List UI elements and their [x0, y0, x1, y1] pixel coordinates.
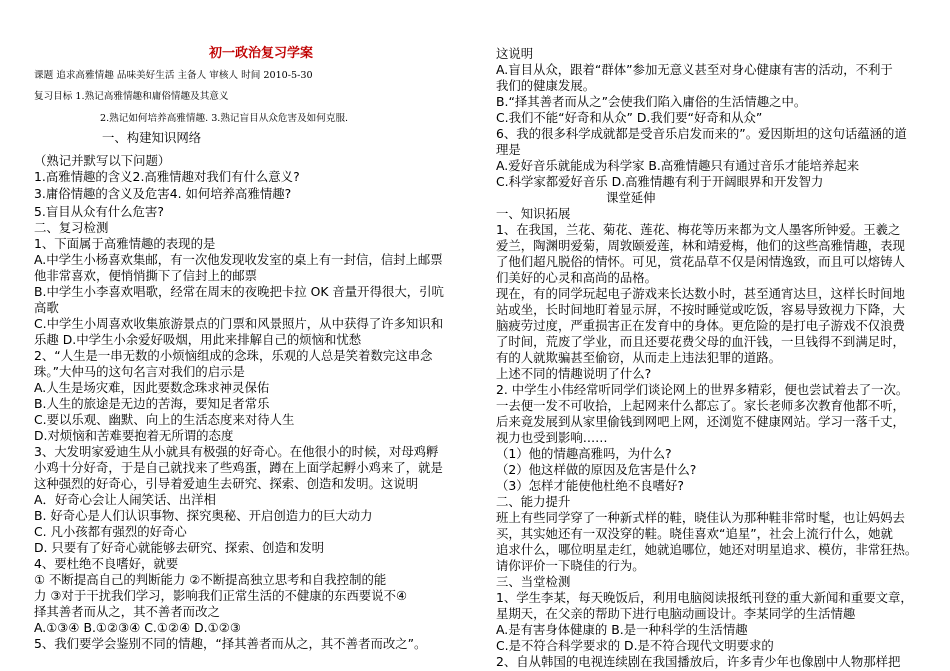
- text-line: 这种强烈的好奇心，引导着爱迪生去研究、探索、创造和发明。这说明: [34, 476, 419, 491]
- text-line: 5、我们要学会鉴别不同的情趣，“择其善者而从之，其不善者而改之”。: [34, 636, 427, 651]
- text-line: C.中学生小周喜欢收集旅游景点的门票和风景照片，从中获得了许多知识和: [34, 316, 444, 331]
- text-line: D.对烦恼和苦难要抱着无所谓的态度: [34, 428, 234, 443]
- text-line: 了时间，荒废了学业，而且还要花费父母的血汗钱，一旦钱得不到满足时，: [496, 334, 905, 349]
- left-column: [34, 0, 482, 671]
- text-line: 买，其实她还有一双没穿的鞋。晓佳喜欢“追星”，社会上流行什么，她就: [496, 526, 893, 541]
- text-line: C.科学家都爱好音乐 D.高雅情趣有利于开阔眼界和开发智力: [496, 174, 824, 189]
- text-line: （2）他这样做的原因及危害是什么?: [496, 462, 697, 477]
- text-line: 一、知识拓展: [496, 206, 571, 221]
- text-line: 力 ③对于干扰我们学习，影响我们正常生活的不健康的东西要说不④: [34, 588, 408, 603]
- text-line: A.人生是场灾难，因此要数念珠求神灵保佑: [34, 380, 270, 395]
- text-line: 1.高雅情趣的含义2.高雅情趣对我们有什么意义?: [34, 169, 300, 184]
- text-line: 2、“人生是一串无数的小烦恼组成的念珠，乐观的人总是笑着数完这串念: [34, 348, 433, 363]
- text-line: 这说明: [496, 46, 534, 61]
- text-line: 珠。”大仲马的这句名言对我们的启示是: [34, 364, 245, 379]
- text-line: 班上有些同学穿了一种新式样的鞋，晓佳认为那种鞋非常时髦，也让妈妈去: [496, 510, 905, 525]
- text-line: 3.庸俗情趣的含义及危害4. 如何培养高雅情趣?: [34, 186, 292, 201]
- goal-line-2: 2.熟记如何培养高雅情趣. 3.熟记盲目从众危害及如何克服.: [100, 113, 349, 124]
- text-line: 星期天，在父亲的帮助下进行电脑动画设计。李某同学的生活情趣: [496, 606, 856, 621]
- text-line: A.中学生小杨喜欢集邮，有一次他发现收发室的桌上有一封信，信封上邮票: [34, 252, 443, 267]
- text-line: 我们的健康发展。: [496, 78, 596, 93]
- text-line: 高歌: [34, 300, 59, 315]
- text-line: 2. 中学生小伟经常听同学们谈论网上的世界多精彩，便也尝试着去了一次。: [496, 382, 909, 397]
- text-line: A.①③④ B.①②③④ C.①②④ D.①②③: [34, 620, 241, 635]
- text-line: 视力也受到影响……: [496, 430, 608, 445]
- text-line: 追求什么，哪位明星走红，她就追哪位，她还对明星追求、模仿，非常狂热。: [496, 542, 918, 557]
- text-line: B.人生的旅途是无边的苦海，要知足者常乐: [34, 396, 270, 411]
- text-line: D. 只要有了好奇心就能够去研究、探索、创造和发明: [34, 540, 325, 555]
- text-line: 1、在我国，兰花、菊花、莲花、梅花等历来都为文人墨客所钟爱。王羲之: [496, 222, 901, 237]
- lesson-meta: 课题 追求高雅情趣 品味美好生活 主备人 审核人 时间 2010-5-30: [34, 70, 313, 81]
- text-line: A．好奇心会让人闹笑话、出洋相: [34, 492, 216, 507]
- text-line: 后来竟发展到从家里偷钱到网吧上网，还浏览不健康网站。学习一落千丈，: [496, 414, 905, 429]
- text-line: 5.盲目从众有什么危害?: [34, 204, 164, 219]
- text-line: ① 不断提高自己的判断能力 ②不断提高独立思考和自我控制的能: [34, 572, 387, 587]
- text-line: B.中学生小李喜欢唱歌，经常在周末的夜晚把卡拉 OK 音量开得很大，引吭: [34, 284, 444, 299]
- text-line: 站或坐，长时间地盯着显示屏，不按时睡觉或吃饭，容易导致视力下降，大: [496, 302, 905, 317]
- text-line: 3、大发明家爱迪生从小就具有极强的好奇心。在他很小的时候，对母鸡孵: [34, 444, 439, 459]
- text-line: 二、复习检测: [34, 220, 109, 235]
- text-line: A.盲目从众，跟着“群体”参加无意义甚至对身心健康有害的活动，不利于: [496, 62, 893, 77]
- text-line: 脑疲劳过度，严重损害正在发育中的身体。更危险的是打电子游戏不仅浪费: [496, 318, 905, 333]
- text-line: 理是: [496, 142, 521, 157]
- text-line: （熟记并默写以下问题）: [34, 153, 171, 168]
- text-line: 三、当堂检测: [496, 574, 571, 589]
- text-line: 请你评价一下晓佳的行为。: [496, 558, 645, 573]
- text-line: （3）怎样才能使他杜绝不良嗜好?: [496, 478, 684, 493]
- text-line: B.“择其善者而从之”会使我们陷入庸俗的生活情趣之中。: [496, 94, 807, 109]
- text-line: A.是有害身体健康的 B.是一种科学的生活情趣: [496, 622, 748, 637]
- text-line: 了他们超凡脱俗的情怀。可见，赏花品草不仅是闲情逸致，而且可以熔铸人: [496, 254, 905, 269]
- text-line: C.是不符合科学要求的 D.是不符合现代文明要求的: [496, 638, 774, 653]
- text-line: C.要以乐观、幽默、向上的生活态度来对待人生: [34, 412, 295, 427]
- text-line: C.我们不能“好奇和从众” D.我们要“好奇和从众”: [496, 110, 763, 125]
- text-line: 二、能力提升: [496, 494, 571, 509]
- text-line: 6、我的很多科学成就都是受音乐启发而来的”。爱因斯坦的这句话蕴涵的道: [496, 126, 907, 141]
- text-line: 1、下面属于高雅情趣的表现的是: [34, 236, 216, 251]
- goal-line-1: 复习目标 1.熟记高雅情趣和庸俗情趣及其意义: [34, 91, 229, 102]
- text-line: 4、要杜绝不良嗜好，就要: [34, 556, 179, 571]
- text-line: 他非常喜欢，便悄悄撕下了信封上的邮票: [34, 268, 258, 283]
- text-line: 2、自从韩国的电视连续剧在我国播放后，许多青少年也像剧中人物那样把: [496, 654, 901, 669]
- text-line: A.爱好音乐就能成为科学家 B.高雅情趣只有通过音乐才能培养起来: [496, 158, 860, 173]
- document-title: 初一政治复习学案: [209, 46, 314, 61]
- text-line: 现在，有的同学玩起电子游戏来长达数小时，甚至通宵达旦，这样长时间地: [496, 286, 905, 301]
- text-line: 1、学生李某，每天晚饭后，利用电脑阅读报纸刊登的重大新闻和重要文章，: [496, 590, 913, 605]
- text-line: （1）他的情趣高雅吗，为什么?: [496, 446, 672, 461]
- text-line: 择其善者而从之，其不善者而改之: [34, 604, 220, 619]
- text-line: 小鸡十分好奇，于是自己就找来了些鸡蛋，蹲在上面学起孵小鸡来了，就是: [34, 460, 443, 475]
- text-line: 乐趣 D.中学生小余爱好吸烟，用此来排解自己的烦恼和忧愁: [34, 332, 362, 347]
- right-column: [496, 0, 936, 671]
- text-line: 一去便一发不可收拾，上起网来什么都忘了。家长老师多次教育他都不听，: [496, 398, 905, 413]
- text-line: 有的人就欺骗甚至偷窃，从而走上违法犯罪的道路。: [496, 350, 781, 365]
- text-line: 们美好的心灵和高尚的品格。: [496, 270, 658, 285]
- section-heading: 一、构建知识网络: [102, 130, 202, 145]
- text-line: C. 凡小孩都有强烈的好奇心: [34, 524, 187, 539]
- section-heading: 课堂延伸: [606, 190, 656, 205]
- text-line: 爱兰，陶渊明爱菊，周敦颐爱莲，林和靖爱梅，他们的这些高雅情趣，表现: [496, 238, 905, 253]
- text-line: 上述不同的情趣说明了什么?: [496, 366, 652, 381]
- text-line: B. 好奇心是人们认识事物、探究奥秘、开启创造力的巨大动力: [34, 508, 373, 523]
